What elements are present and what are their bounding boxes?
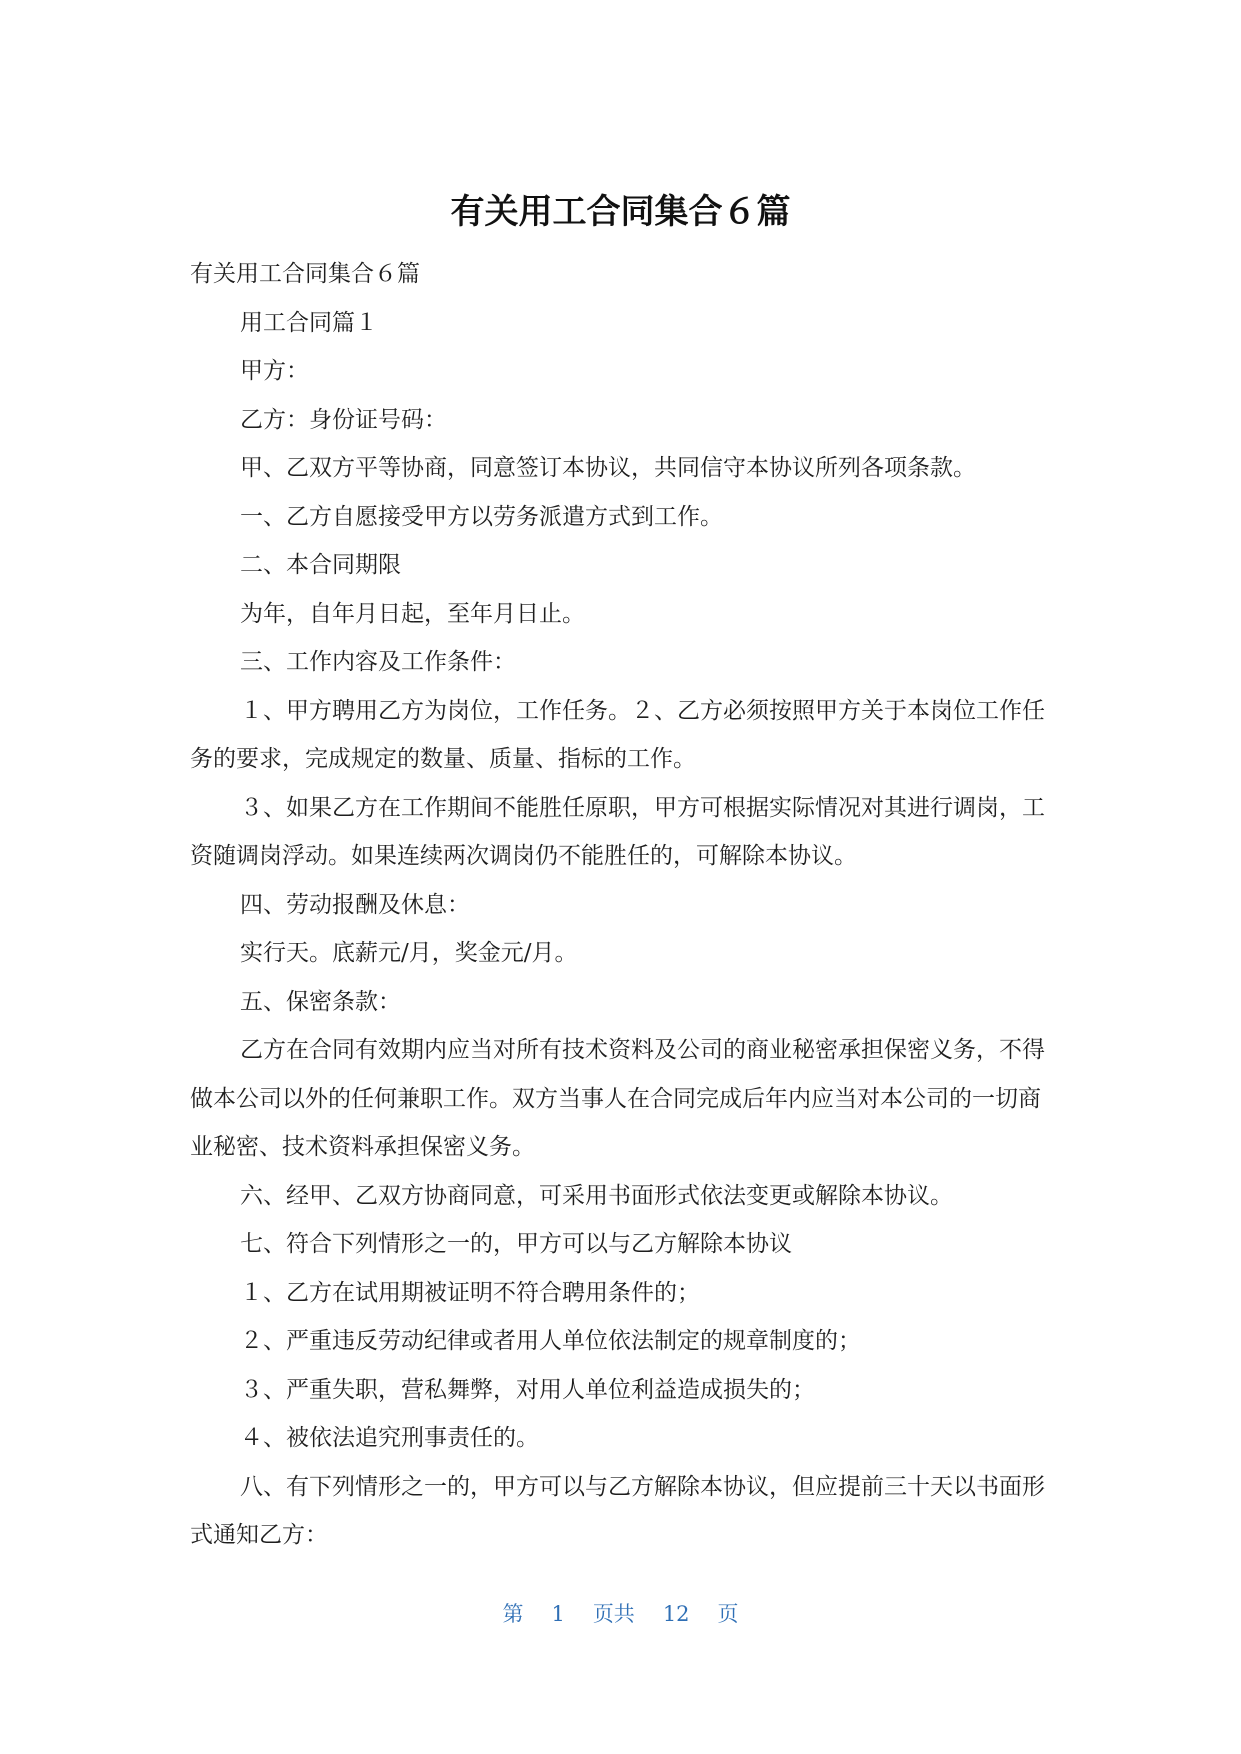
footer-prefix: 第 <box>502 1602 524 1626</box>
body-paragraph: 三、工作内容及工作条件： <box>240 649 516 675</box>
footer-suffix: 页 <box>717 1602 739 1626</box>
body-paragraph: 实行天。底薪元/月，奖金元/月。 <box>240 940 578 966</box>
footer-total-pages: 12 <box>662 1602 690 1626</box>
body-paragraph: ４、被依法追究刑事责任的。 <box>240 1425 539 1451</box>
body-paragraph: 为年，自年月日起，至年月日止。 <box>240 600 585 627</box>
body-paragraph: 乙方：身份证号码： <box>240 406 447 433</box>
page-footer <box>0 1598 1241 1628</box>
document-body <box>190 250 1050 1560</box>
body-paragraph: 六、经甲、乙双方协商同意，可采用书面形式依法变更或解除本协议。 <box>240 1182 953 1209</box>
body-paragraph: 乙方在合同有效期内应当对所有技术资料及公司的商业秘密承担保密义务，不得做本公司以外的任何兼职工作。双方当事人在合同完成后年内应当对本公司的一切商业秘密、技术资料承担保密义务。 <box>190 1037 1045 1160</box>
body-paragraph: 五、保密条款： <box>240 988 401 1015</box>
footer-mid: 页共 <box>592 1602 635 1626</box>
body-paragraph: 有关用工合同集合６篇 <box>190 261 420 287</box>
document-title: 有关用工合同集合６篇 <box>450 192 791 232</box>
footer-current-page: 1 <box>551 1602 565 1626</box>
body-paragraph: 一、乙方自愿接受甲方以劳务派遣方式到工作。 <box>240 503 723 530</box>
body-paragraph: ３、严重失职，营私舞弊，对用人单位利益造成损失的； <box>240 1376 815 1403</box>
body-paragraph: １、甲方聘用乙方为岗位，工作任务。２、乙方必须按照甲方关于本岗位工作任务的要求，完成规定的数量、质量、指标的工作。 <box>190 697 1045 772</box>
body-paragraph: 四、劳动报酬及休息： <box>240 891 470 918</box>
body-paragraph: ２、严重违反劳动纪律或者用人单位依法制定的规章制度的； <box>240 1328 861 1354</box>
body-paragraph: 二、本合同期限 <box>240 552 401 578</box>
body-paragraph: ３、如果乙方在工作期间不能胜任原职，甲方可根据实际情况对其进行调岗，工资随调岗浮动。如果连续两次调岗仍不能胜任的，可解除本协议。 <box>190 794 1045 869</box>
body-paragraph: 八、有下列情形之一的，甲方可以与乙方解除本协议，但应提前三十天以书面形式通知乙方： <box>190 1473 1045 1548</box>
body-paragraph: 七、符合下列情形之一的，甲方可以与乙方解除本协议 <box>240 1231 792 1257</box>
body-paragraph: 用工合同篇１ <box>240 309 378 336</box>
body-paragraph: １、乙方在试用期被证明不符合聘用条件的； <box>240 1279 700 1306</box>
body-paragraph: 甲、乙双方平等协商，同意签订本协议，共同信守本协议所列各项条款。 <box>240 455 976 481</box>
body-paragraph: 甲方： <box>240 358 309 384</box>
